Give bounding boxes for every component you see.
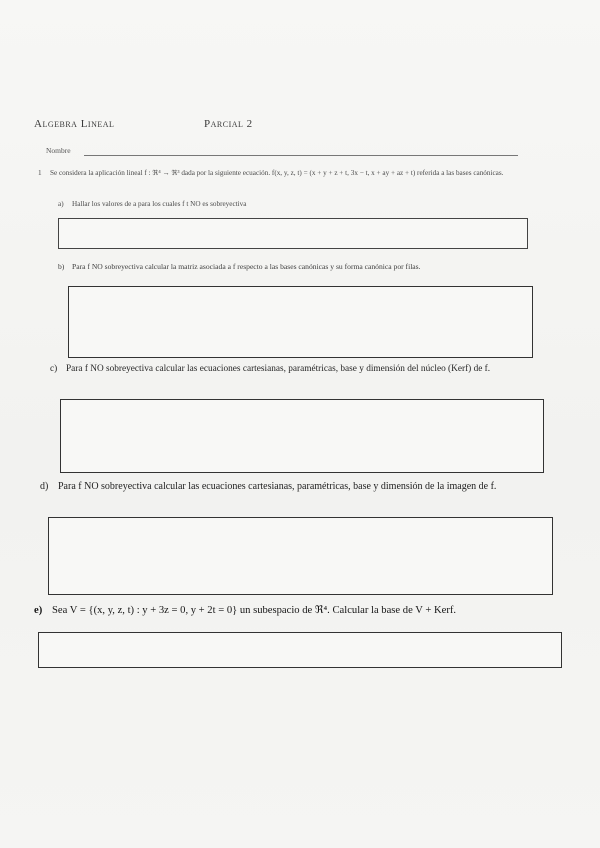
name-line bbox=[84, 155, 518, 156]
problem-text: Se considera la aplicación lineal f : ℜ⁴ → ℜ³ dada por la siguiente ecuación. f(x, y, z, t) = (x + y + z + t, 3x − t, x + ay + az + t) referida a las bases canónicas. bbox=[50, 169, 504, 177]
question-label: c) bbox=[50, 364, 58, 374]
name-field bbox=[46, 146, 518, 155]
exam-title: Parcial 2 bbox=[204, 118, 253, 130]
course-title: Algebra Lineal bbox=[34, 118, 115, 130]
question-label: e) bbox=[34, 605, 43, 616]
question-label: d) bbox=[40, 481, 49, 492]
answer-box-b[interactable] bbox=[68, 286, 533, 358]
question-text: Hallar los valores de a para los cuales f t NO es sobreyectiva bbox=[72, 200, 247, 208]
problem-number: 1 bbox=[38, 169, 42, 177]
answer-box-a[interactable] bbox=[58, 218, 528, 249]
question-text: Sea V = {(x, y, z, t) : y + 3z = 0, y + 2t = 0} un subespacio de ℜ⁴. Calcular la base de V + Kerf. bbox=[52, 605, 457, 616]
question-label: a) bbox=[58, 200, 64, 208]
question-text: Para f NO sobreyectiva calcular la matriz asociada a f respecto a las bases canónicas y su forma canónica por filas. bbox=[72, 262, 421, 271]
name-label: Nombre bbox=[46, 146, 71, 155]
answer-box-d[interactable] bbox=[48, 517, 553, 595]
question-text: Para f NO sobreyectiva calcular las ecuaciones cartesianas, paramétricas, base y dimensión del núcleo (Kerf) de f. bbox=[66, 364, 491, 374]
question-text: Para f NO sobreyectiva calcular las ecuaciones cartesianas, paramétricas, base y dimensión de la imagen de f. bbox=[58, 481, 497, 492]
answer-box-e[interactable] bbox=[38, 632, 562, 668]
question-label: b) bbox=[58, 262, 65, 271]
answer-box-c[interactable] bbox=[60, 399, 544, 473]
